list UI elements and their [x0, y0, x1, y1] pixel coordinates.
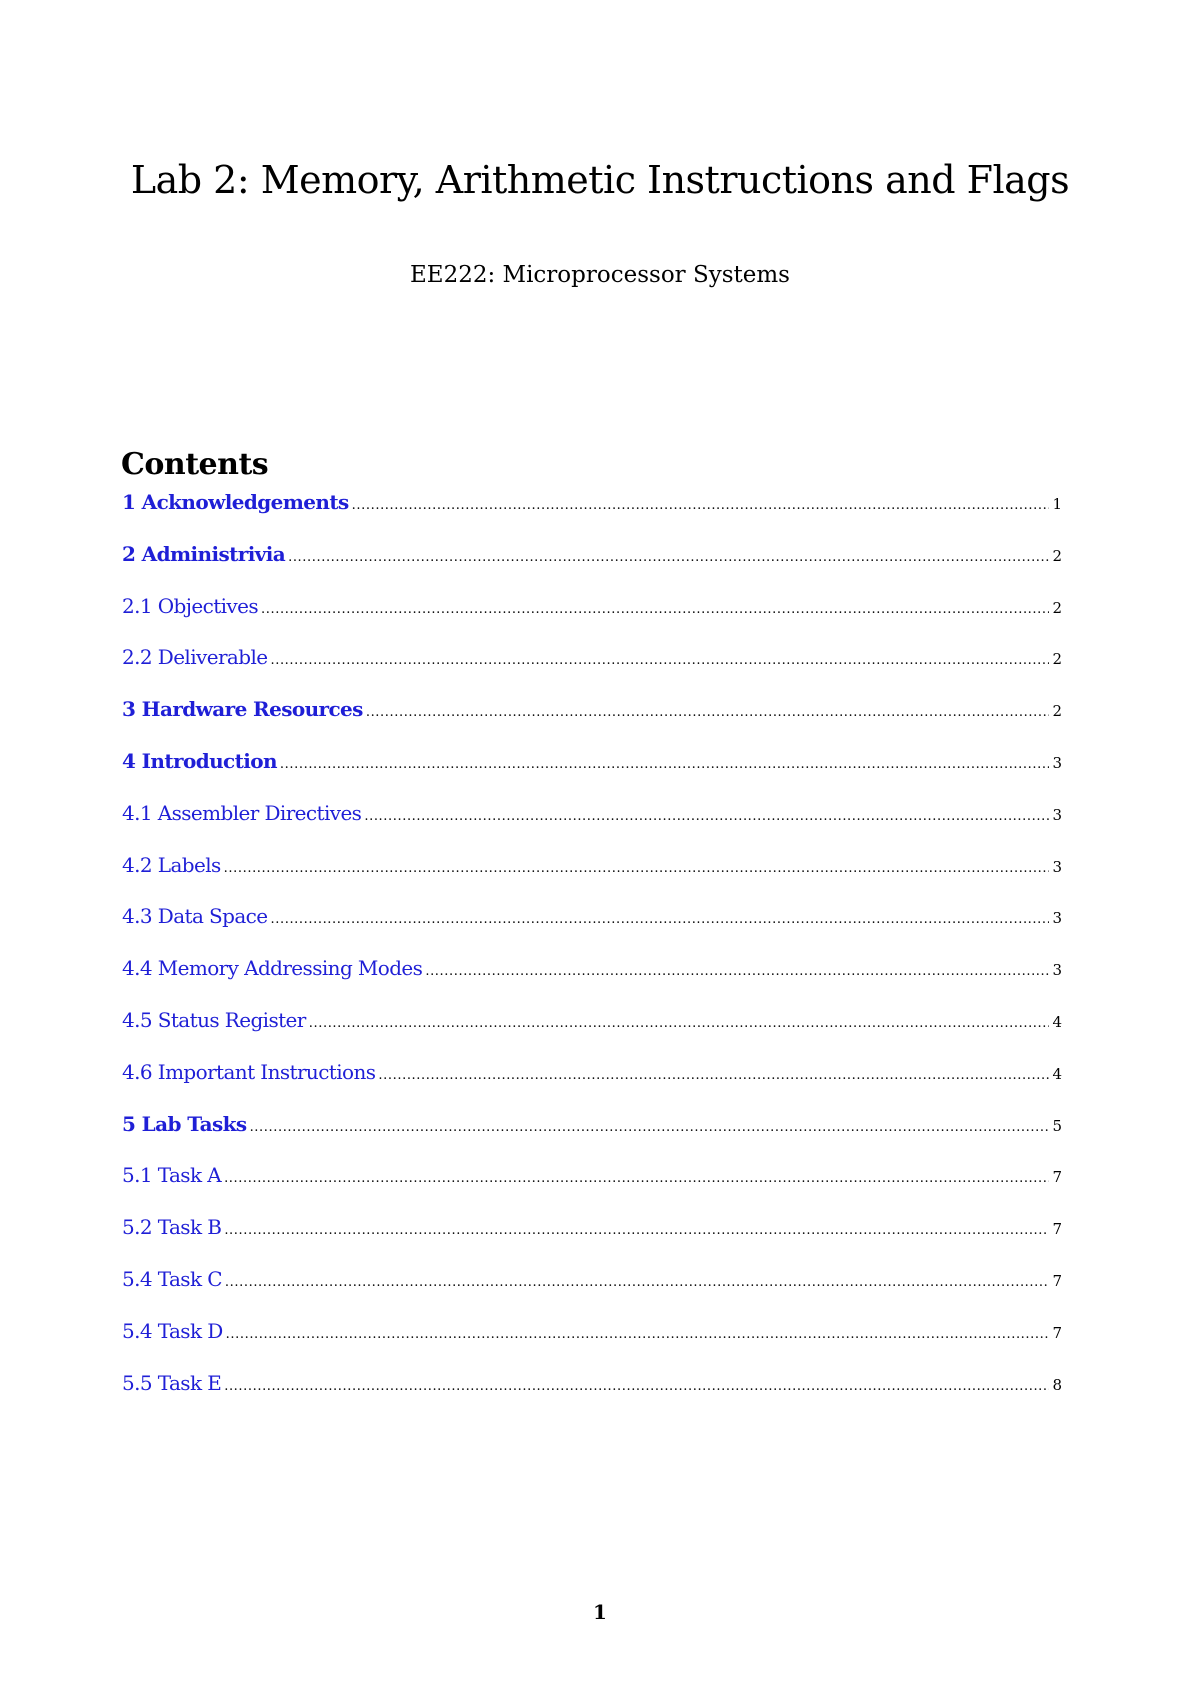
toc-entry-page-number: 8: [1052, 1375, 1062, 1394]
toc-entry-link[interactable]: 2.2 Deliverable: [122, 645, 268, 670]
toc-entry-link[interactable]: 2.1 Objectives: [122, 593, 259, 618]
toc-dot-leader: [271, 912, 1049, 927]
toc-dot-leader: [226, 1327, 1049, 1342]
toc-entry-page-number: 7: [1052, 1168, 1062, 1187]
toc-entry-page-number: 3: [1052, 909, 1062, 928]
toc-entry-page-number: 3: [1052, 857, 1062, 876]
toc-entry[interactable]: [122, 801, 1062, 853]
toc-entry-link[interactable]: 4.2 Labels: [122, 852, 221, 877]
toc-dot-leader: [280, 757, 1049, 772]
toc-entry-page-number: 2: [1052, 598, 1062, 617]
document-subtitle: EE222: Microprocessor Systems: [409, 262, 790, 288]
toc-entry-page-number: 5: [1052, 1116, 1062, 1135]
toc-entry-page-number: 3: [1052, 753, 1062, 772]
toc-dot-leader: [224, 1171, 1049, 1186]
toc-dot-leader: [225, 1275, 1049, 1290]
toc-dot-leader: [425, 964, 1049, 979]
toc-dot-leader: [224, 861, 1049, 876]
toc-dot-leader: [250, 1120, 1049, 1135]
toc-dot-leader: [288, 550, 1049, 565]
toc-entry-link[interactable]: 4.4 Memory Addressing Modes: [122, 956, 423, 981]
toc-entry-page-number: 1: [1052, 495, 1062, 513]
toc-entry-link[interactable]: 3 Hardware Resources: [122, 697, 363, 722]
toc-entry[interactable]: [122, 1319, 1062, 1371]
toc-entry[interactable]: [122, 904, 1062, 956]
toc-entry-link[interactable]: 2 Administrivia: [122, 541, 286, 566]
toc-entry[interactable]: [122, 853, 1062, 905]
toc-entry-link[interactable]: 4 Introduction: [122, 748, 277, 773]
toc-entry[interactable]: [122, 542, 1062, 594]
toc-entry[interactable]: [122, 749, 1062, 801]
toc-entry-page-number: 7: [1052, 1220, 1062, 1239]
toc-entry[interactable]: [122, 697, 1062, 749]
toc-entry-link[interactable]: 4.1 Assembler Directives: [122, 800, 362, 825]
toc-entry-link[interactable]: 5.4 Task D: [122, 1318, 223, 1343]
toc-entry[interactable]: [122, 1112, 1062, 1164]
toc-entry-link[interactable]: 1 Acknowledgements: [122, 490, 349, 514]
toc-heading: Contents: [121, 447, 269, 482]
toc-dot-leader: [352, 498, 1049, 513]
toc-dot-leader: [378, 1068, 1049, 1083]
toc-entry-page-number: 4: [1052, 1064, 1062, 1083]
toc-entry[interactable]: [122, 956, 1062, 1008]
toc-entry-link[interactable]: 4.6 Important Instructions: [122, 1059, 376, 1084]
toc-entry-link[interactable]: 4.3 Data Space: [122, 904, 268, 929]
toc-entry-link[interactable]: 4.5 Status Register: [122, 1007, 306, 1032]
toc-entry[interactable]: [122, 490, 1062, 542]
toc-entry[interactable]: [122, 1163, 1062, 1215]
toc-entry-page-number: 3: [1052, 805, 1062, 824]
toc-entry-page-number: 2: [1052, 702, 1062, 721]
toc-entry[interactable]: [122, 645, 1062, 697]
toc-entry[interactable]: [122, 594, 1062, 646]
toc-entry-page-number: 7: [1052, 1271, 1062, 1290]
toc-entry-link[interactable]: 5.5 Task E: [122, 1370, 222, 1395]
toc-entry-page-number: 2: [1052, 650, 1062, 669]
toc-dot-leader: [364, 809, 1049, 824]
toc-dot-leader: [261, 602, 1049, 617]
toc-entry-link[interactable]: 5.2 Task B: [122, 1215, 222, 1240]
toc-entry[interactable]: [122, 1267, 1062, 1319]
toc-entry[interactable]: [122, 1215, 1062, 1267]
toc-entry-link[interactable]: 5.1 Task A: [122, 1163, 222, 1188]
toc-entry-page-number: 4: [1052, 1012, 1062, 1031]
toc-entry-page-number: 2: [1052, 546, 1062, 565]
toc-entry[interactable]: [122, 1371, 1062, 1423]
toc-dot-leader: [366, 705, 1049, 720]
document-title: Lab 2: Memory, Arithmetic Instructions and Flags: [130, 158, 1070, 202]
toc-dot-leader: [224, 1223, 1049, 1238]
toc-entry-link[interactable]: 5 Lab Tasks: [122, 1111, 247, 1136]
toc-entry[interactable]: [122, 1008, 1062, 1060]
toc-entry-page-number: 3: [1052, 961, 1062, 980]
toc-entry-link[interactable]: 5.4 Task C: [122, 1266, 222, 1291]
toc-dot-leader: [309, 1016, 1049, 1031]
page-number: 1: [593, 1600, 607, 1624]
toc-dot-leader: [270, 653, 1049, 668]
table-of-contents: [122, 490, 1062, 1422]
toc-entry[interactable]: [122, 1060, 1062, 1112]
toc-entry-page-number: 7: [1052, 1323, 1062, 1342]
toc-dot-leader: [224, 1379, 1049, 1394]
